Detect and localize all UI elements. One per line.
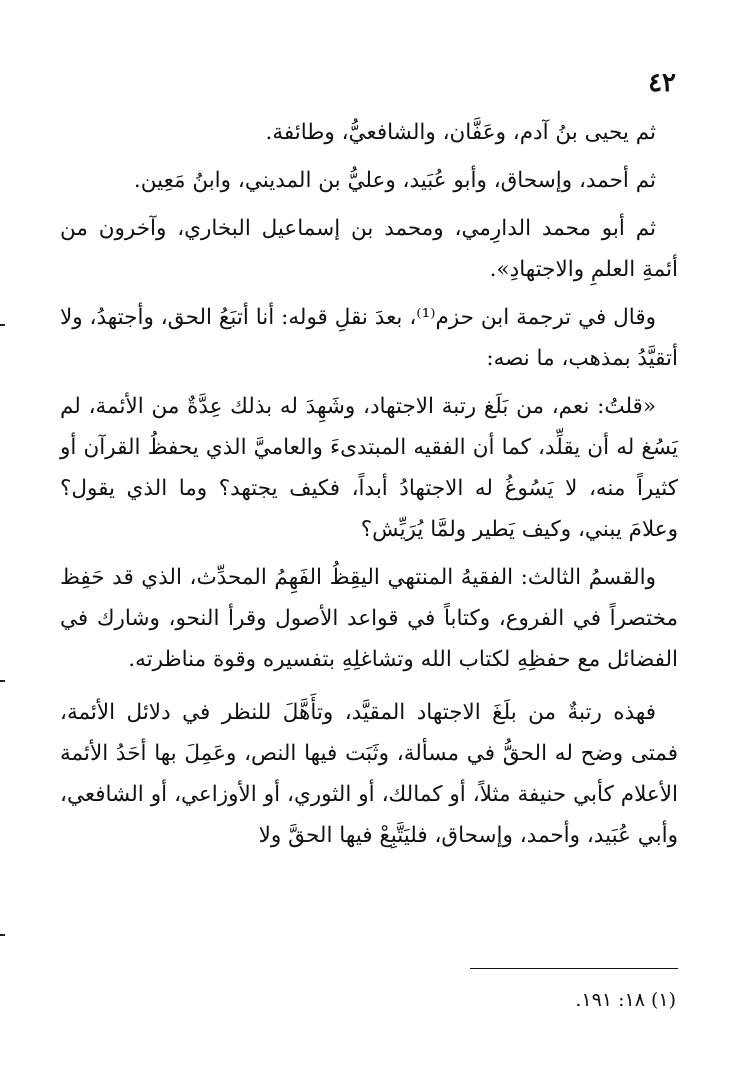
page-number: ٤٢ [648,68,676,98]
quote-paragraph: «قلتُ: نعم، من بَلَغ رتبة الاجتهاد، وشَهِدَ له بذلك عِدَّةٌ من الأئمة، لم يَسُغ له أن يقلِّد، كما أن الفقيه المبتدىءَ والعاميَّ الذي يحفظُ القرآن أو كثيراً منه، لا يَسُوغُ له الاجتهادُ أبداً، فكيف يجتهد؟ وما الذي يقول؟ وعلامَ يبني، وكيف يَطير ولمَّا يُرَيِّش؟ [60,394,678,542]
paragraph-2: ثم أحمد، وإسحاق، وأبو عُبَيد، وعليُّ بن المديني، وابنُ مَعِين. [133,168,656,193]
paragraph-7: فهذه رتبةٌ من بلَغَ الاجتهاد المقيَّد، وتأَهَّلَ للنظر في دلائل الأئمة، فمتى وضح له الحقُّ في مسألة، وثَبَت فيها النص، وعَمِلَ بها أحَدُ الأئمة الأعلام كأبي حنيفة مثلاً، أو كمالك، أو الثوري، أو الأوزاعي، أو الشافعي، وأبي عُبَيد، وأحمد، وإسحاق، فليَتَّبِعْ فيها الحقَّ ولا [60,700,678,848]
scan-edge-mark [0,934,5,936]
scan-edge-mark [0,324,5,326]
body-text [60,112,678,863]
footnote: (١) ١٨: ١٩١. [575,989,676,1011]
paragraph-1: ثم يحيى بنُ آدم، وعَفَّان، والشافعيُّ، وطائفة. [265,120,656,145]
paragraph-4: وقال في ترجمة ابن حزم⁽¹⁾، بعدَ نقلِ قوله: أنا أتبَعُ الحق، وأجتهدُ، ولا أتقيَّدُ بمذهب، ما نصه: [60,305,678,371]
scan-edge-mark [0,680,5,682]
paragraph-6: والقسمُ الثالث: الفقيهُ المنتهي اليقِظُ الفَهِمُ المحدِّث، الذي قد حَفِظ مختصراً في الفروع، وكتاباً في قواعد الأصول وقرأ النحو، وشارك في الفضائل مع حفظِهِ لكتاب الله وتشاغلِهِ بتفسيره وقوة مناظرته. [60,565,678,672]
footnote-divider [470,968,678,969]
paragraph-3: ثم أبو محمد الدارِمي، ومحمد بن إسماعيل البخاري، وآخرون من أئمةِ العلمِ والاجتهادِ». [60,216,678,282]
